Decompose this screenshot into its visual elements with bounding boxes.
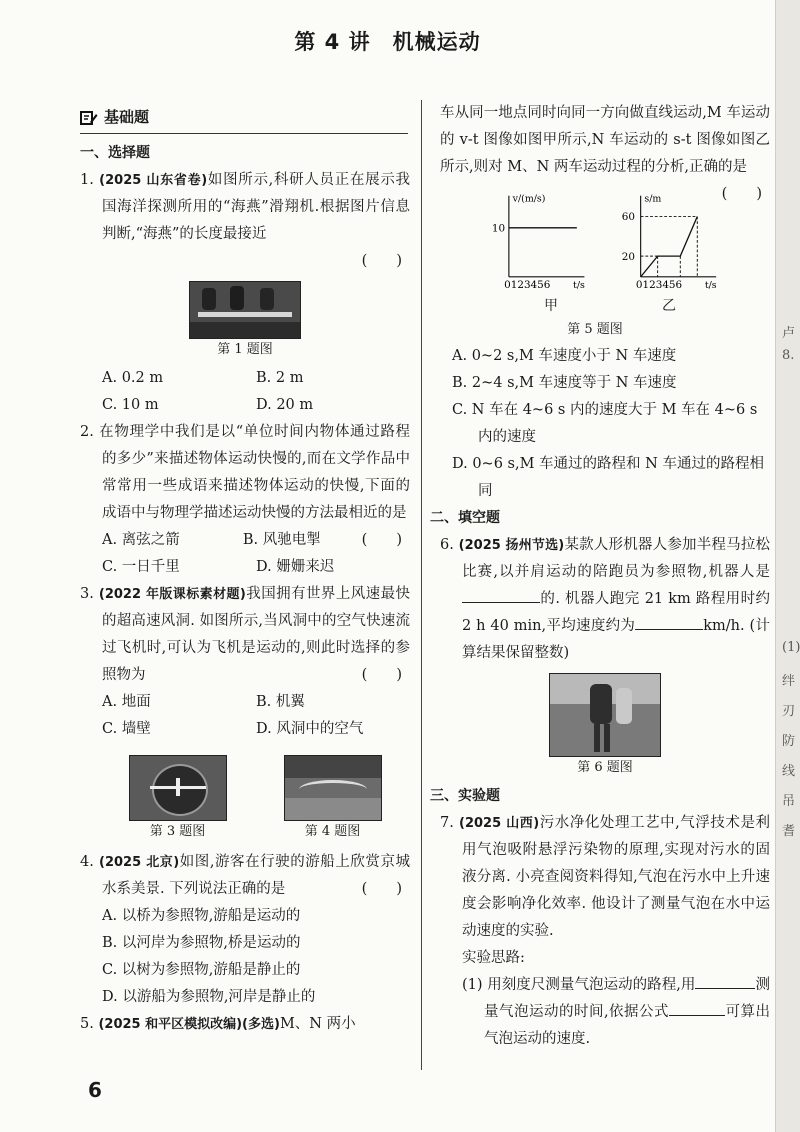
- option-3a[interactable]: A. 地面: [102, 694, 151, 710]
- answer-paren-5: ( ): [721, 186, 762, 202]
- option-3b[interactable]: B. 机翼: [256, 694, 305, 710]
- option-2c[interactable]: C. 一日千里: [102, 559, 180, 575]
- pencil-note-icon: [80, 110, 98, 126]
- figures-3-4: [100, 749, 410, 847]
- option-4a[interactable]: A. 以桥为参照物,游船是运动的: [102, 908, 301, 924]
- answer-paren-4: ( ): [361, 881, 402, 897]
- option-4d[interactable]: D. 以游船为参照物,河岸是静止的: [102, 989, 316, 1005]
- page-title: 第 4 讲 机械运动: [294, 30, 481, 54]
- option-2d[interactable]: D. 姗姗来迟: [256, 559, 335, 575]
- question-5: 5. (2025 和平区模拟改编)(多选)M、N 两小: [80, 1016, 356, 1032]
- question-4: 4. (2025 北京)如图,游客在行驶的游船上欣赏京城水系美景. 下列说法正确的是 ( ): [80, 849, 410, 903]
- experiment-idea: 实验思路:: [462, 950, 525, 966]
- figure-3: [129, 755, 227, 843]
- options-3-row2: [80, 716, 410, 743]
- graph-b-y2: 20: [621, 250, 635, 263]
- graph-a-label: 甲: [544, 298, 558, 314]
- graph-labels: [544, 295, 770, 317]
- subsection-choice: 一、选择题: [80, 145, 150, 161]
- graph-b-ticks: 0123456: [635, 279, 682, 292]
- figure-3-caption: 第 3 题图: [149, 824, 206, 839]
- blank-7b[interactable]: [669, 999, 725, 1016]
- question-3: 3. (2022 年版课标素材题)我国拥有世界上风速最快的超高速风洞. 如图所示,当风洞中的空气快速流过飞机时,可认为飞机是运动的,则此时选择的参照物为 ( ): [80, 581, 410, 689]
- graph-b-st: [618, 187, 722, 295]
- answer-paren-3: ( ): [361, 667, 402, 683]
- option-5d[interactable]: D. 0~6 s,M 车通过的路程和 N 车通过的路程相同: [452, 456, 764, 499]
- option-3c[interactable]: C. 墙壁: [102, 721, 151, 737]
- option-5a[interactable]: A. 0~2 s,M 车速度小于 N 车速度: [452, 348, 677, 364]
- graph-b-label: 乙: [662, 298, 676, 314]
- question-2: 2. 在物理学中我们是以“单位时间内物体通过路程的多少”来描述物体运动快慢的,而在文学作品中常常用一些成语来描述物体运动的快慢,下面的成语中与物理学描述运动快慢的方法最相近的是 ( ): [80, 419, 410, 527]
- next-page-edge: 卢 8. (1) 绊 刃 防 线 吊 耆: [775, 0, 800, 1132]
- column-divider: [421, 100, 422, 1070]
- graph-b-ylabel: s/m: [644, 193, 662, 205]
- question-6: 6. (2025 扬州节选)某款人形机器人参加半程马拉松比赛,以并肩运动的陪跑员为参照物,机器人是的. 机器人跑完 21 km 路程用时约 2 h 40 min,平均速度约为 km/h. (计算结果保留整数): [440, 537, 771, 661]
- option-2b[interactable]: B. 风驰电掣: [242, 532, 321, 548]
- option-5c[interactable]: C. N 车在 4~6 s 内的速度大于 M 车在 4~6 s 内的速度: [452, 402, 758, 445]
- graph-a-vt: [490, 187, 594, 295]
- glider-photo: [189, 281, 301, 339]
- graph-a-ylabel: v/(m/s): [512, 193, 546, 205]
- blank-6a[interactable]: [462, 586, 540, 603]
- options-3-row1: [80, 689, 410, 716]
- page-number: 6: [88, 1078, 102, 1102]
- question-7-step1: (1) 用刻度尺测量气泡运动的路程,用 测量气泡运动的时间,依据公式 可算出气泡运动的速度.: [440, 972, 770, 1053]
- left-column: [80, 104, 410, 1038]
- options-2-row2: [80, 554, 410, 581]
- figure-1-caption: 第 1 题图: [217, 342, 273, 357]
- answer-paren-2: ( ): [361, 532, 402, 548]
- question-7: 7. (2025 山西)污水净化处理工艺中,气浮技术是利用气泡吸附悬浮污染物的原理,实现对污水的固液分离. 小亮查阅资料得知,气泡在污水中上升速度会影响净化效率. 他设计了测量气泡在水中运动速度的实验.: [440, 815, 771, 939]
- option-2a[interactable]: A. 离弦之箭: [102, 532, 180, 548]
- question-1: 1. (2025 山东省卷)如图所示,科研人员正在展示我国海洋探测所用的“海燕”滑翔机.根据图片信息判断,“海燕”的长度最接近: [80, 172, 411, 242]
- figure-1: [80, 281, 410, 361]
- wind-tunnel-photo: [129, 755, 227, 821]
- option-4b[interactable]: B. 以河岸为参照物,桥是运动的: [102, 935, 301, 951]
- options-2-row1: [80, 527, 384, 554]
- blank-6b[interactable]: [635, 613, 703, 630]
- section-heading: 基础题: [80, 104, 408, 134]
- figure-5-graphs: [490, 187, 722, 295]
- tour-boat-photo: [284, 755, 382, 821]
- option-1b[interactable]: B. 2 m: [256, 370, 304, 386]
- right-column: [430, 100, 771, 1053]
- options-1-row2: [80, 392, 410, 419]
- subsection-experiment: 三、实验题: [430, 788, 500, 804]
- option-5b[interactable]: B. 2~4 s,M 车速度等于 N 车速度: [452, 375, 677, 391]
- robot-runner-photo: [549, 673, 661, 757]
- option-1a[interactable]: A. 0.2 m: [102, 370, 164, 386]
- question-5-continued: 车从同一地点同时向同一方向做直线运动,M 车运动的 v-t 图像如图甲所示,N 车运动的 s-t 图像如图乙所示,则对 M、N 两车运动过程的分析,正确的是 ( ): [440, 100, 770, 181]
- graph-b-xlabel: t/s: [704, 280, 717, 292]
- figure-4: [284, 755, 382, 843]
- graph-a-ticks: 0123456: [504, 279, 551, 292]
- figure-4-caption: 第 4 题图: [304, 824, 361, 839]
- answer-paren-1: ( ): [361, 253, 402, 269]
- subsection-fill: 二、填空题: [430, 510, 500, 526]
- blank-7a[interactable]: [695, 972, 755, 989]
- option-4c[interactable]: C. 以树为参照物,游船是静止的: [102, 962, 301, 978]
- options-1-row1: [80, 365, 410, 392]
- graph-a-yvalue: 10: [491, 222, 506, 235]
- option-1d[interactable]: D. 20 m: [256, 397, 314, 413]
- figure-5-caption: 第 5 题图: [567, 322, 623, 337]
- figure-6: [440, 673, 770, 779]
- option-1c[interactable]: C. 10 m: [102, 397, 159, 413]
- graph-b-y1: 60: [621, 211, 635, 224]
- figure-6-caption: 第 6 题图: [577, 760, 633, 775]
- option-3d[interactable]: D. 风洞中的空气: [256, 721, 364, 737]
- graph-a-xlabel: t/s: [573, 280, 585, 292]
